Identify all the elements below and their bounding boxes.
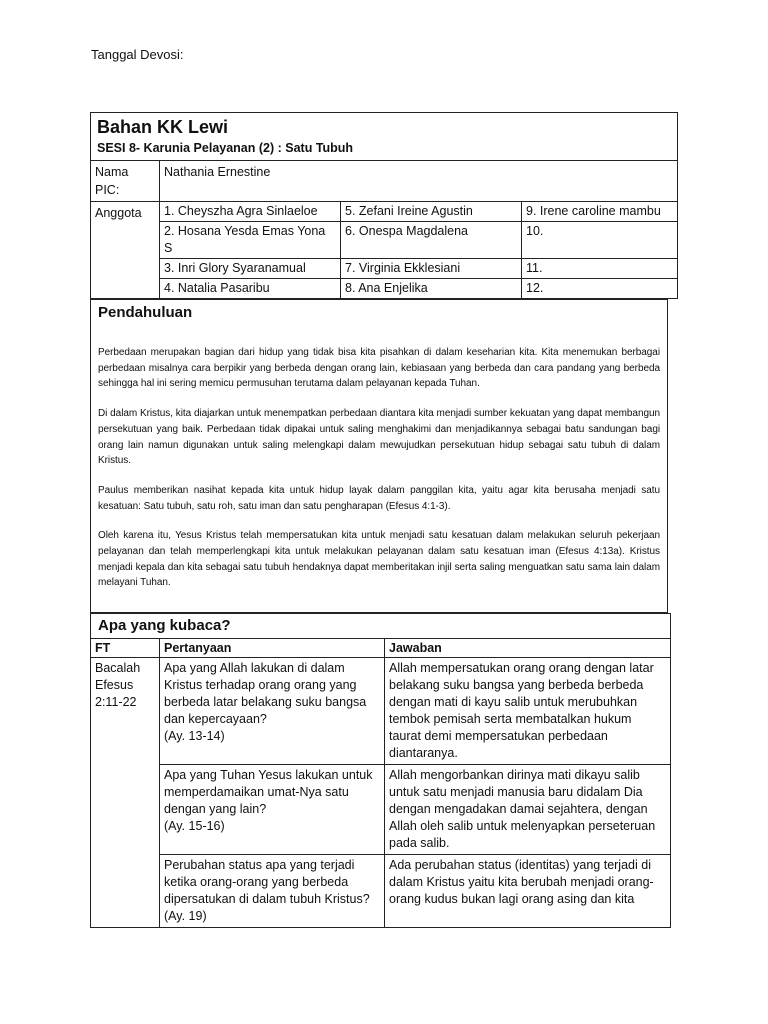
- introduction-paragraph: Paulus memberikan nasihat kepada kita untuk hidup layak dalam panggilan kita, yaitu agar kita berusaha menjadi satu kesatuan: Satu tubuh, satu roh, satu iman dan satu pengharapan (Efesus 4:1-3).: [98, 484, 660, 512]
- introduction-paragraph: Oleh karena itu, Yesus Kristus telah mempersatukan kita untuk menjadi satu kesatuan dalam melakukan seluruh pekerjaan pelayanan dan telah memperlengkapi kita untuk melakukan pelayanan dalam satu kesatuan iman (Efesus 4:13a). Kristus menjadi kepala dan kita sebagai satu tubuh hendaknya dapat memberitakan injil serta saling menguatkan satu sama lain dalam melayani Tuhan.: [98, 530, 660, 589]
- reading-questions-table: [90, 613, 671, 928]
- member-cell: 2. Hosana Yesda Emas Yona S: [160, 222, 341, 259]
- reading-section-title: Apa yang kubaca?: [91, 614, 671, 639]
- question-cell: [160, 658, 385, 765]
- verse-reference: (Ay. 15-16): [164, 819, 225, 833]
- column-header-ft: FT: [91, 639, 160, 658]
- verse-reference: (Ay. 19): [164, 909, 207, 923]
- introduction-title: Pendahuluan: [98, 304, 193, 321]
- members-label-cell: Anggota: [91, 202, 160, 299]
- scripture-line: Efesus: [95, 678, 134, 692]
- scripture-line: Bacalah: [95, 661, 141, 675]
- member-cell: 12.: [522, 279, 678, 299]
- member-cell: 3. Inri Glory Syaranamual: [160, 259, 341, 279]
- member-cell: 1. Cheyszha Agra Sinlaeloe: [160, 202, 341, 222]
- pic-label-line-2: PIC:: [95, 183, 120, 197]
- session-subtitle: SESI 8- Karunia Pelayanan (2) : Satu Tubuh: [97, 141, 354, 155]
- scripture-line: 2:11-22: [95, 695, 137, 709]
- question-text: Perubahan status apa yang terjadi ketika orang-orang yang berbeda dipersatukan di dalam tubuh Kristus?: [164, 858, 370, 906]
- column-header-question: Pertanyaan: [160, 639, 385, 658]
- introduction-paragraph: Perbedaan merupakan bagian dari hidup yang tidak bisa kita pisahkan di dalam keseharian kita. Kita menemukan berbagai perbedaan misalnya cara berpikir yang berbeda dengan orang lain, kebiasaan yang berbeda dan cara pandang yang berbeda sehingga hal ini sering memicu permusuhan terutama dalam pelayanan kepada Tuhan.: [98, 347, 660, 390]
- devotion-date-label: Tanggal Devosi:: [91, 47, 184, 62]
- member-cell: 11.: [522, 259, 678, 279]
- introduction-paragraph: Di dalam Kristus, kita diajarkan untuk menempatkan perbedaan diantara kita menjadi sumber kekuatan yang dapat membangun persekutuan yang baik. Perbedaan tidak dipakai untuk saling menghakimi dan menjadikannya sebagai batu sandungan bagi orang lain namun digunakan untuk saling melengkapi dalam mewujudkan persekutuan hidup sebagai satu tubuh di dalam Kristus.: [98, 408, 660, 467]
- member-cell: 8. Ana Enjelika: [341, 279, 522, 299]
- verse-reference: (Ay. 13-14): [164, 729, 225, 743]
- introduction-section: [90, 299, 668, 613]
- member-cell: 4. Natalia Pasaribu: [160, 279, 341, 299]
- member-cell: 6. Onespa Magdalena: [341, 222, 522, 259]
- question-cell: [160, 855, 385, 928]
- title-cell: [91, 113, 678, 161]
- question-cell: [160, 765, 385, 855]
- pic-label-line-1: Nama: [95, 165, 129, 179]
- answer-cell: Ada perubahan status (identitas) yang terjadi di dalam Kristus yaitu kita berubah menjadi orang-orang kudus bukan lagi orang asing dan kita: [385, 855, 671, 928]
- document-title: Bahan KK Lewi: [97, 117, 229, 137]
- pic-value-cell: Nathania Ernestine: [160, 161, 678, 202]
- question-text: Apa yang Tuhan Yesus lakukan untuk memperdamaikan umat-Nya satu dengan yang lain?: [164, 768, 373, 816]
- member-cell: 7. Virginia Ekklesiani: [341, 259, 522, 279]
- scripture-reference-cell: [91, 658, 160, 928]
- question-text: Apa yang Allah lakukan di dalam Kristus terhadap orang orang yang berbeda latar belakang suku bangsa dan kepercayaan?: [164, 661, 367, 726]
- answer-cell: Allah mempersatukan orang orang dengan latar belakang suku bangsa yang berbeda berbeda dengan mati di kayu salib untuk merubuhkan tembok pemisah serta membatalkan hukum taurat demi mempersatukan perbedaan diantaranya.: [385, 658, 671, 765]
- member-cell: 9. Irene caroline mambu: [522, 202, 678, 222]
- pic-label-cell: [91, 161, 160, 202]
- group-header-table: [90, 112, 678, 299]
- member-cell: 10.: [522, 222, 678, 259]
- member-cell: 5. Zefani Ireine Agustin: [341, 202, 522, 222]
- column-header-answer: Jawaban: [385, 639, 671, 658]
- answer-cell: Allah mengorbankan dirinya mati dikayu salib untuk satu menjadi manusia baru didalam Dia dengan mengadakan damai sejahtera, dengan Allah oleh salib untuk melenyapkan perseteruan pada salib.: [385, 765, 671, 855]
